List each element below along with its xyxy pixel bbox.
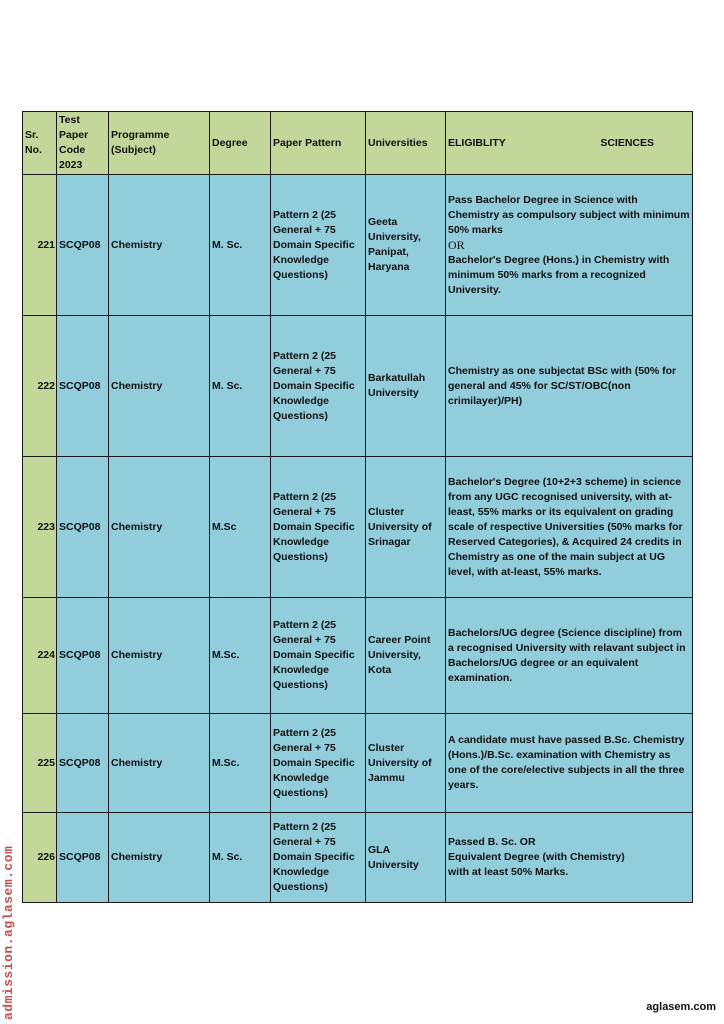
row-university: Cluster University of Srinagar [366, 457, 446, 598]
row-paper-pattern: Pattern 2 (25 General + 75 Domain Specific Knowledge Questions) [271, 714, 366, 813]
table-row [23, 175, 693, 316]
header-test-paper-code: Test Paper Code 2023 [57, 112, 109, 175]
table-row [23, 714, 693, 813]
table-row [23, 598, 693, 714]
header-paper-pattern: Paper Pattern [271, 112, 366, 175]
row-sr-no: 226 [23, 813, 57, 903]
row-sr-no: 221 [23, 175, 57, 316]
row-programme: Chemistry [109, 813, 210, 903]
eligibility-text: Pass Bachelor Degree in Science with Chemistry as compulsory subject with minimum 50% marks [448, 193, 690, 236]
row-sr-no: 225 [23, 714, 57, 813]
watermark-url: admission.aglasem.com [1, 845, 16, 1020]
row-university: Cluster University of Jammu [366, 714, 446, 813]
table-row [23, 813, 693, 903]
row-programme: Chemistry [109, 316, 210, 457]
row-paper-pattern: Pattern 2 (25 General + 75 Domain Specific Knowledge Questions) [271, 316, 366, 457]
row-paper-code: SCQP08 [57, 457, 109, 598]
row-degree: M.Sc. [210, 714, 271, 813]
row-sr-no: 224 [23, 598, 57, 714]
row-university: Barkatullah University [366, 316, 446, 457]
footer-site-name: aglasem.com [646, 1001, 716, 1013]
eligibility-text: Bachelor's Degree (Hons.) in Chemistry with minimum 50% marks from a recognized University. [448, 253, 670, 296]
row-paper-pattern: Pattern 2 (25 General + 75 Domain Specific Knowledge Questions) [271, 598, 366, 714]
row-degree: M. Sc. [210, 813, 271, 903]
eligibility-table [22, 111, 693, 903]
table-header-row [23, 112, 693, 175]
row-paper-pattern: Pattern 2 (25 General + 75 Domain Specific Knowledge Questions) [271, 813, 366, 903]
row-eligibility [446, 175, 693, 316]
row-eligibility: Chemistry as one subjectat BSc with (50% for general and 45% for SC/ST/OBC(non crimilayer)/PH) [446, 316, 693, 457]
eligibility-text: Equivalent Degree (with Chemistry) [448, 851, 625, 863]
header-sr-no: Sr. No. [23, 112, 57, 175]
row-degree: M.Sc. [210, 598, 271, 714]
row-eligibility: Bachelors/UG degree (Science discipline) from a recognised University with relavant subject in Bachelors/UG degree or an equivalent examination. [446, 598, 693, 714]
header-programme: Programme (Subject) [109, 112, 210, 175]
row-eligibility [446, 813, 693, 903]
row-eligibility: A candidate must have passed B.Sc. Chemistry (Hons.)/B.Sc. examination with Chemistry as one of the core/elective subjects in all the three years. [446, 714, 693, 813]
row-paper-code: SCQP08 [57, 714, 109, 813]
row-university: Geeta University, Panipat, Haryana [366, 175, 446, 316]
row-programme: Chemistry [109, 714, 210, 813]
header-degree: Degree [210, 112, 271, 175]
header-stream-label: SCIENCES [600, 136, 654, 149]
header-eligibility-label: ELIGIBLITY [448, 136, 506, 149]
row-degree: M.Sc [210, 457, 271, 598]
row-paper-code: SCQP08 [57, 175, 109, 316]
row-programme: Chemistry [109, 598, 210, 714]
row-eligibility: Bachelor's Degree (10+2+3 scheme) in science from any UGC recognised university, with at-least, 55% marks or its equivalent on grading scale of respective Universities (50% marks for Reserved Categories), & Acquired 24 credits in Chemistry as one of the main subject at UG level, with at-least, 55% marks. [446, 457, 693, 598]
row-sr-no: 222 [23, 316, 57, 457]
row-programme: Chemistry [109, 175, 210, 316]
header-universities: Universities [366, 112, 446, 175]
table-row [23, 457, 693, 598]
eligibility-text: with at least 50% Marks. [448, 866, 569, 878]
row-paper-code: SCQP08 [57, 813, 109, 903]
row-university: Career Point University, Kota [366, 598, 446, 714]
header-eligibility [446, 112, 693, 175]
row-university: GLA University [366, 813, 446, 903]
row-paper-pattern: Pattern 2 (25 General + 75 Domain Specific Knowledge Questions) [271, 175, 366, 316]
row-paper-code: SCQP08 [57, 316, 109, 457]
eligibility-text: Passed B. Sc. OR [448, 836, 536, 848]
row-programme: Chemistry [109, 457, 210, 598]
row-paper-pattern: Pattern 2 (25 General + 75 Domain Specific Knowledge Questions) [271, 457, 366, 598]
row-degree: M. Sc. [210, 316, 271, 457]
eligibility-or: OR [448, 237, 465, 252]
table-row [23, 316, 693, 457]
row-paper-code: SCQP08 [57, 598, 109, 714]
row-degree: M. Sc. [210, 175, 271, 316]
row-sr-no: 223 [23, 457, 57, 598]
